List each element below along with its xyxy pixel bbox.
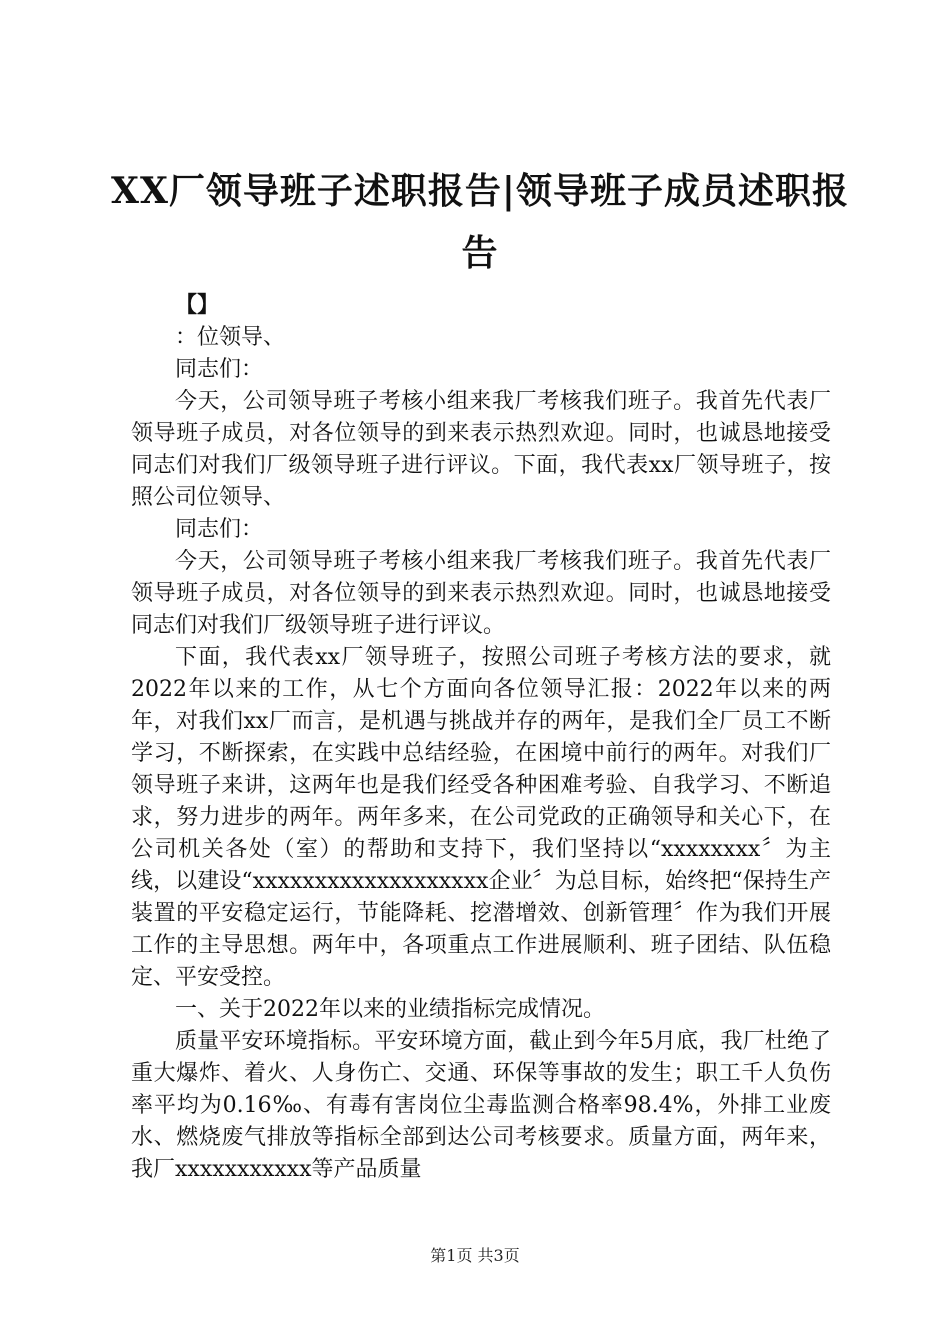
salutation-leaders: ：位领导、: [175, 325, 286, 350]
document-body: [131, 290, 831, 1186]
page-footer: 第1页 共3页: [430, 1246, 520, 1265]
salutation-comrades-repeat: 同志们：: [175, 517, 264, 542]
salutation-comrades: 同志们：: [175, 357, 264, 382]
body-paragraph: 今天，公司领导班子考核小组来我厂考核我们班子。我首先代表厂领导班子成员，对各位领导的到来表示热烈欢迎。同时，也诚恳地接受同志们对我们厂级领导班子进行评议。: [131, 549, 831, 638]
body-paragraph: 质量平安环境指标。平安环境方面，截止到今年5月底，我厂杜绝了重大爆炸、着火、人身伤亡、交通、环保等事故的发生；职工千人负伤率平均为0.16‰、有毒有害岗位尘毒监测合格率98.4%，外排工业废水、燃烧废气排放等指标全部到达公司考核要求。质量方面，两年来，我厂xxxxxxxxxxx等产品质量: [131, 1029, 831, 1182]
body-paragraph: 下面，我代表xx厂领导班子，按照公司班子考核方法的要求，就2022年以来的工作，从七个方面向各位领导汇报：2022年以来的两年，对我们xx厂而言，是机遇与挑战并存的两年，是我们全厂员工不断学习，不断探索，在实践中总结经验，在困境中前行的两年。对我们厂领导班子来讲，这两年也是我们经受各种困难考验、自我学习、不断追求，努力进步的两年。两年多来，在公司党政的正确领导和关心下，在公司机关各处（室）的帮助和支持下，我们坚持以“xxxxxxxx〞为主线，以建设“xxxxxxxxxxxxxxxxxxx企业〞为总目标，始终把“保持生产装置的平安稳定运行，节能降耗、挖潜增效、创新管理〞作为我们开展工作的主导思想。两年中，各项重点工作进展顺利、班子团结、队伍稳定、平安受控。: [131, 645, 831, 990]
body-paragraph: 今天，公司领导班子考核小组来我厂考核我们班子。我首先代表厂领导班子成员，对各位领导的到来表示热烈欢迎。同时，也诚恳地接受同志们对我们厂级领导班子进行评议。下面，我代表xx厂领导班子，按照公司位领导、: [131, 389, 831, 510]
bracket-paragraph: 【】: [175, 293, 220, 318]
section-heading: 一、关于2022年以来的业绩指标完成情况。: [175, 997, 605, 1022]
document-title: XX厂领导班子述职报告|领导班子成员述职报告: [111, 170, 849, 274]
